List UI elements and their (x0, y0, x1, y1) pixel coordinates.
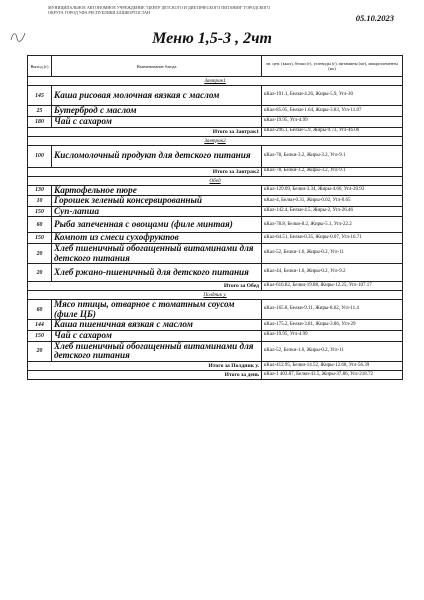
item-name: Чай с сахаром (52, 116, 262, 127)
item-output: 144 (28, 320, 52, 331)
menu-date: 05.10.2023 (355, 13, 394, 23)
table-row (28, 86, 403, 106)
item-name: Рыба запеченная с овощами (филе минтая) (52, 217, 262, 233)
item-output: 150 (28, 206, 52, 217)
table-row (28, 116, 403, 127)
organization-name: МУНИЦИПАЛЬНОЕ АВТОНОМНОЕ УЧРЕЖДЕНИЕ "ЦЕНТР ДЕТСКОГО И ДИЕТИЧЕСКОГО ПИТАНИЯ" ГОРОДСКОГО ОКРУГА ГОРОД УФА РЕСПУБЛИКИ БАШКОРТОСТАН (48, 5, 271, 16)
table-row (28, 243, 403, 263)
table-row (28, 196, 403, 207)
table-row (28, 330, 403, 341)
section-total-row (28, 282, 403, 291)
table-row (28, 206, 403, 217)
item-nutrition: кКал-129.09, Белки-3.34, Жиры-4.66, Угл-20.93 (262, 185, 403, 196)
column-header-nutrition: эн. цен. (ккал), белки (г), углеводы (г), витамины (мг), микроэлементы (мг) (262, 56, 403, 77)
column-header-output: Выход (г) (28, 56, 52, 77)
item-name: Чай с сахаром (52, 330, 262, 341)
table-row (28, 264, 403, 282)
section-header-row (28, 291, 403, 300)
section-header-row (28, 77, 403, 86)
section-total-value: кКал-616.82, Белки-19.88, Жиры-12.25, Угл-107.17 (262, 282, 403, 291)
item-name: Мясо птицы, отварное с томатным соусом (филе ЦБ) (52, 300, 262, 320)
table-row (28, 185, 403, 196)
day-total-value: кКал-1 403.87, Белки-43.5, Жиры-37.86, Угл-218.72 (262, 370, 403, 379)
item-output: 150 (28, 233, 52, 244)
item-nutrition: кКал-78.8, Белки-8.2, Жиры-5.1, Угл-22.2 (262, 217, 403, 233)
table-row (28, 233, 403, 244)
table-row (28, 106, 403, 117)
item-output: 60 (28, 217, 52, 233)
item-output: 25 (28, 106, 52, 117)
item-name: Горошек зеленый консервированный (52, 196, 262, 207)
item-name: Суп-лапша (52, 206, 262, 217)
item-output: 20 (28, 341, 52, 361)
item-name: Хлеб пшеничный обогащенный витаминами для детского питания (52, 243, 262, 263)
item-output: 145 (28, 86, 52, 106)
page-title: Меню 1,5-3 , 2чт (152, 30, 272, 47)
day-total-label: Итого за день (28, 370, 262, 379)
table-row (28, 320, 403, 331)
table-row (28, 300, 403, 320)
item-name: Бутерброд с маслом (52, 106, 262, 117)
column-header-name: Наименование блюда (52, 56, 262, 77)
item-name: Каша рисовая молочная вязкая с маслом (52, 86, 262, 106)
section-title: Обед (28, 176, 403, 185)
item-nutrition: кКал-52, Белки-1.6, Жиры-0.2, Угл-11 (262, 341, 403, 361)
section-total-row (28, 127, 403, 136)
section-header-row (28, 136, 403, 145)
section-title: Полдник у. (28, 291, 403, 300)
item-nutrition: кКал-64.51, Белки-0.35, Жиры-0.07, Угл-16.71 (262, 233, 403, 244)
menu-table (27, 55, 403, 380)
section-title: Завтрак2 (28, 136, 403, 145)
table-row (28, 217, 403, 233)
item-name: Хлеб ржано-пшеничный для детского питания (52, 264, 262, 282)
item-nutrition: кКал-78, Белки-3.2, Жиры-3.2, Угл-9.1 (262, 145, 403, 167)
item-output: 130 (28, 185, 52, 196)
section-total-row (28, 361, 403, 370)
item-output: 100 (28, 145, 52, 167)
item-nutrition: кКал-85.05, Белки-1.64, Жиры-3.83, Угл-11.07 (262, 106, 403, 117)
table-header-row (28, 56, 403, 77)
section-total-label: Итого за Полдник у. (28, 361, 262, 370)
item-nutrition: кКал-175.2, Белки-3.81, Жиры-3.86, Угл-29 (262, 320, 403, 331)
section-total-label: Итого за Обед (28, 282, 262, 291)
table-row (28, 341, 403, 361)
item-output: 20 (28, 264, 52, 282)
section-total-row (28, 167, 403, 176)
section-title: Завтрак1 (28, 77, 403, 86)
day-total-row (28, 370, 403, 379)
section-total-value: кКал-78, Белки-3.2, Жиры-3.2, Угл-9.1 (262, 167, 403, 176)
item-nutrition: кКал-165.8, Белки-9.11, Жиры-8.62, Угл-11.4 (262, 300, 403, 320)
item-nutrition: кКал-4, Белки-0.31, Жиры-0.02, Угл-0.65 (262, 196, 403, 207)
item-output: 60 (28, 300, 52, 320)
section-total-value: кКал-296.1, Белки-5.9, Жиры-9.73, Угл-46.06 (262, 127, 403, 136)
section-total-value: кКал-412.95, Белки-14.52, Жиры-12.68, Угл-56.39 (262, 361, 403, 370)
item-nutrition: кКал-19.95, Угл-4.99 (262, 330, 403, 341)
item-name: Картофельное пюре (52, 185, 262, 196)
item-nutrition: кКал-44, Белки-1.6, Жиры-0.2, Угл-9.2 (262, 264, 403, 282)
item-name: Компот из смеси сухофруктов (52, 233, 262, 244)
item-output: 10 (28, 196, 52, 207)
item-output: 150 (28, 330, 52, 341)
item-name: Каша пшеничная вязкая с маслом (52, 320, 262, 331)
item-name: Хлеб пшеничный обогащенный витаминами для детского питания (52, 341, 262, 361)
item-nutrition: кКал-52, Белки-1.6, Жиры-0.2, Угл-11 (262, 243, 403, 263)
section-total-label: Итого за Завтрак1 (28, 127, 262, 136)
section-total-label: Итого за Завтрак2 (28, 167, 262, 176)
item-nutrition: кКал-191.1, Белки-4.26, Жиры-5.9, Угл-30 (262, 86, 403, 106)
item-output: 180 (28, 116, 52, 127)
section-header-row (28, 176, 403, 185)
item-name: Кисломолочный продукт для детского питания (52, 145, 262, 167)
menu-body (28, 77, 403, 380)
item-nutrition: кКал-19.95, Угл-4.99 (262, 116, 403, 127)
item-output: 20 (28, 243, 52, 263)
table-row (28, 145, 403, 167)
item-nutrition: кКал-142.4, Белки-4.5, Жиры-2, Угл-26.46 (262, 206, 403, 217)
